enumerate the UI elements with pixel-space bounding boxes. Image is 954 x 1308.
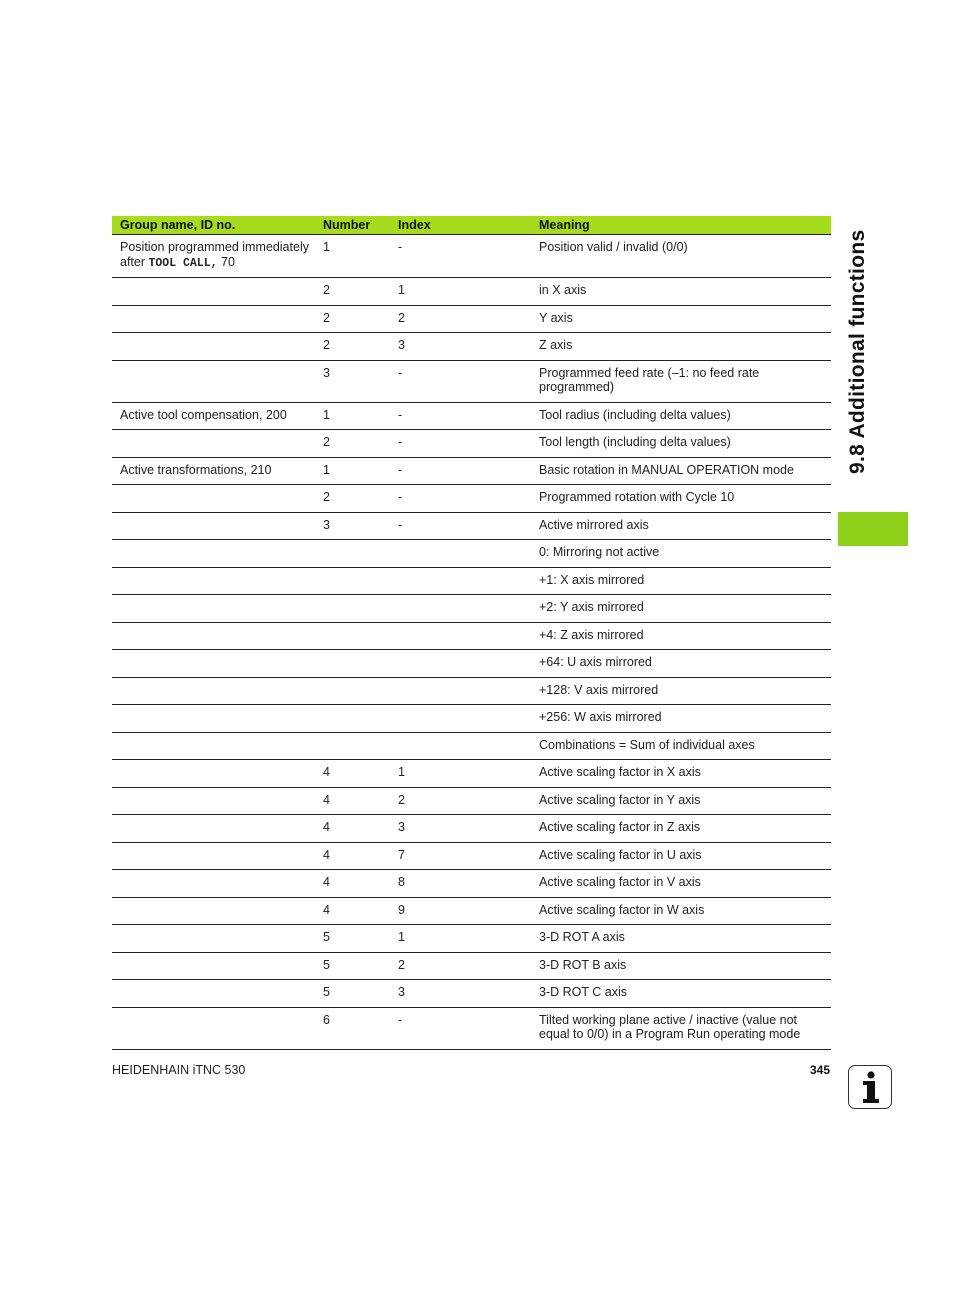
cell-number: 4 [315, 842, 390, 870]
cell-group [112, 305, 315, 333]
cell-number [315, 732, 390, 760]
cell-number: 1 [315, 457, 390, 485]
table-row [112, 305, 831, 333]
cell-meaning: +256: W axis mirrored [531, 705, 831, 733]
cell-group [112, 622, 315, 650]
cell-meaning: Position valid / invalid (0/0) [531, 235, 831, 278]
table-row [112, 360, 831, 402]
cell-meaning: Programmed rotation with Cycle 10 [531, 485, 831, 513]
table-row [112, 1007, 831, 1049]
cell-number [315, 650, 390, 678]
cell-index [390, 732, 531, 760]
table-row [112, 512, 831, 540]
cell-group [112, 760, 315, 788]
cell-meaning: Active scaling factor in V axis [531, 870, 831, 898]
cell-meaning: Combinations = Sum of individual axes [531, 732, 831, 760]
cell-index: 3 [390, 815, 531, 843]
cell-number: 3 [315, 360, 390, 402]
cell-group [112, 512, 315, 540]
table-row [112, 897, 831, 925]
table-row [112, 622, 831, 650]
cell-meaning: Programmed feed rate (–1: no feed rate programmed) [531, 360, 831, 402]
cell-meaning: 3-D ROT A axis [531, 925, 831, 953]
cell-group [112, 870, 315, 898]
header-index: Index [390, 216, 531, 235]
section-tab-marker [838, 512, 908, 546]
cell-group [112, 360, 315, 402]
cell-group [112, 485, 315, 513]
cell-index: 3 [390, 333, 531, 361]
table-row [112, 870, 831, 898]
cell-meaning: Active mirrored axis [531, 512, 831, 540]
cell-group [112, 430, 315, 458]
cell-meaning: Active scaling factor in X axis [531, 760, 831, 788]
cell-index: 7 [390, 842, 531, 870]
cell-meaning: Basic rotation in MANUAL OPERATION mode [531, 457, 831, 485]
cell-group: Position programmed immediately after TOOL CALL, 70 [112, 235, 315, 278]
cell-index [390, 595, 531, 623]
cell-number [315, 595, 390, 623]
cell-index: - [390, 430, 531, 458]
cell-meaning: Z axis [531, 333, 831, 361]
cell-number: 5 [315, 980, 390, 1008]
cell-group [112, 1007, 315, 1049]
cell-meaning: 0: Mirroring not active [531, 540, 831, 568]
cell-group: Active transformations, 210 [112, 457, 315, 485]
cell-meaning: +128: V axis mirrored [531, 677, 831, 705]
cell-group [112, 705, 315, 733]
page-number: 345 [809, 1063, 830, 1077]
cell-meaning: +2: Y axis mirrored [531, 595, 831, 623]
cell-index: 1 [390, 278, 531, 306]
cell-number: 4 [315, 897, 390, 925]
header-meaning: Meaning [531, 216, 831, 235]
table-row [112, 567, 831, 595]
cell-meaning: Active scaling factor in Y axis [531, 787, 831, 815]
table-row [112, 278, 831, 306]
cell-index: 1 [390, 925, 531, 953]
table-row [112, 650, 831, 678]
cell-index: - [390, 360, 531, 402]
cell-meaning: +4: Z axis mirrored [531, 622, 831, 650]
cell-group [112, 567, 315, 595]
table-row [112, 677, 831, 705]
table-row [112, 815, 831, 843]
cell-meaning: Active scaling factor in Z axis [531, 815, 831, 843]
table-row [112, 430, 831, 458]
footer-product-name: HEIDENHAIN iTNC 530 [112, 1063, 246, 1077]
cell-meaning: Y axis [531, 305, 831, 333]
cell-number: 2 [315, 485, 390, 513]
cell-group [112, 278, 315, 306]
table-row [112, 705, 831, 733]
table-row [112, 540, 831, 568]
cell-meaning: Tool radius (including delta values) [531, 402, 831, 430]
cell-number [315, 622, 390, 650]
section-title-vertical: 9.8 Additional functions [846, 229, 869, 474]
cell-number [315, 567, 390, 595]
cell-group [112, 595, 315, 623]
table-row [112, 485, 831, 513]
cell-number: 4 [315, 815, 390, 843]
cell-meaning: Active scaling factor in W axis [531, 897, 831, 925]
cell-index: 8 [390, 870, 531, 898]
cell-group [112, 815, 315, 843]
cell-number [315, 677, 390, 705]
cell-index: 2 [390, 305, 531, 333]
cell-group [112, 540, 315, 568]
table-row [112, 952, 831, 980]
header-number: Number [315, 216, 390, 235]
cell-index: 3 [390, 980, 531, 1008]
cell-number [315, 540, 390, 568]
cell-group [112, 333, 315, 361]
cell-number: 2 [315, 305, 390, 333]
table-row [112, 402, 831, 430]
cell-meaning: Tool length (including delta values) [531, 430, 831, 458]
table-row [112, 235, 831, 278]
cell-number: 2 [315, 430, 390, 458]
table-row [112, 732, 831, 760]
cell-index [390, 567, 531, 595]
parameter-table [112, 216, 831, 1050]
cell-group [112, 650, 315, 678]
cell-group [112, 980, 315, 1008]
cell-meaning: Active scaling factor in U axis [531, 842, 831, 870]
cell-group: Active tool compensation, 200 [112, 402, 315, 430]
cell-group [112, 842, 315, 870]
cell-number: 5 [315, 952, 390, 980]
cell-meaning: Tilted working plane active / inactive (value not equal to 0/0) in a Program Run operating mode [531, 1007, 831, 1049]
cell-index: - [390, 457, 531, 485]
cell-group [112, 925, 315, 953]
cell-index: 9 [390, 897, 531, 925]
cell-index [390, 622, 531, 650]
cell-group [112, 677, 315, 705]
table-row [112, 925, 831, 953]
cell-group [112, 897, 315, 925]
cell-group [112, 732, 315, 760]
cell-number: 2 [315, 333, 390, 361]
cell-meaning: 3-D ROT B axis [531, 952, 831, 980]
cell-index: - [390, 1007, 531, 1049]
cell-meaning: 3-D ROT C axis [531, 980, 831, 1008]
cell-number: 3 [315, 512, 390, 540]
code-keyword: TOOL CALL, [148, 256, 218, 270]
cell-meaning: in X axis [531, 278, 831, 306]
cell-number: 4 [315, 870, 390, 898]
cell-index [390, 705, 531, 733]
cell-number: 1 [315, 235, 390, 278]
table-row [112, 333, 831, 361]
cell-group [112, 787, 315, 815]
cell-index: - [390, 512, 531, 540]
cell-index: - [390, 235, 531, 278]
cell-number: 1 [315, 402, 390, 430]
cell-number: 5 [315, 925, 390, 953]
cell-group [112, 952, 315, 980]
table-row [112, 980, 831, 1008]
cell-number: 4 [315, 760, 390, 788]
table-header-row [112, 216, 831, 235]
table-row [112, 787, 831, 815]
cell-index: 1 [390, 760, 531, 788]
cell-number: 6 [315, 1007, 390, 1049]
cell-index: 2 [390, 787, 531, 815]
cell-index: 2 [390, 952, 531, 980]
cell-index [390, 677, 531, 705]
cell-meaning: +1: X axis mirrored [531, 567, 831, 595]
cell-index: - [390, 485, 531, 513]
cell-meaning: +64: U axis mirrored [531, 650, 831, 678]
table-row [112, 842, 831, 870]
info-icon [848, 1065, 892, 1109]
cell-index [390, 650, 531, 678]
cell-number: 2 [315, 278, 390, 306]
cell-index: - [390, 402, 531, 430]
table-row [112, 457, 831, 485]
table-row [112, 595, 831, 623]
header-group: Group name, ID no. [112, 216, 315, 235]
cell-number: 4 [315, 787, 390, 815]
cell-index [390, 540, 531, 568]
table-row [112, 760, 831, 788]
cell-number [315, 705, 390, 733]
